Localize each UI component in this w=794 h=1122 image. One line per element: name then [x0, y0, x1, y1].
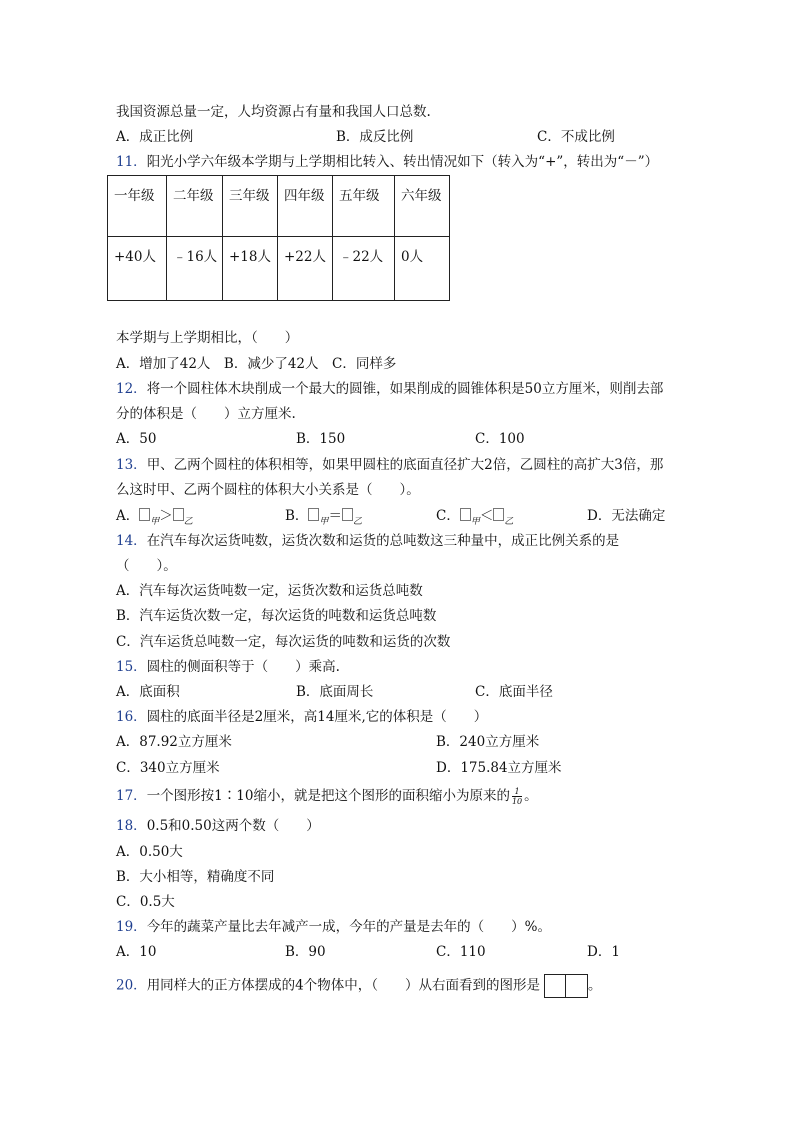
q18-option-a: A．0.50大: [116, 844, 183, 860]
q16-option-b: B．240立方厘米: [436, 734, 540, 750]
subscript: 甲: [319, 517, 329, 527]
volume-symbol: [493, 508, 504, 521]
q14-line2: （ ）。: [116, 558, 177, 574]
question-number: 18．: [116, 818, 147, 834]
q14-option-c: C．汽车运货总吨数一定，每次运货的吨数和运货的次数: [116, 634, 451, 650]
question-number: 16．: [116, 709, 147, 725]
q15-option-a: A．底面积: [116, 684, 180, 700]
q17-line: [116, 787, 538, 806]
fraction: [512, 787, 522, 806]
q15-stem: 圆柱的侧面积等于（ ）乘高.: [146, 659, 340, 675]
volume-symbol: [308, 508, 319, 521]
table-cell: +18人: [223, 237, 278, 301]
question-number: 12．: [116, 381, 147, 397]
relation-sign: ＝: [328, 508, 342, 524]
question-number: 13．: [116, 457, 147, 473]
q12-option-c: C．100: [475, 431, 525, 447]
q14-option-a: A．汽车每次运货吨数一定，运货次数和运货总吨数: [116, 583, 423, 599]
table-cell: 0人: [395, 237, 450, 301]
volume-symbol: [460, 508, 471, 521]
q20-stem: 用同样大的正方体摆成的4个物体中，（ ）从右面看到的图形是: [146, 977, 541, 994]
q13-line1: [116, 456, 663, 474]
question-number: 19．: [116, 919, 147, 935]
fraction-numerator: 1: [512, 787, 522, 797]
subscript: 乙: [504, 517, 514, 527]
q16-line: [116, 708, 487, 726]
table-header-cell: 四年级: [278, 176, 333, 237]
option-label: B．: [285, 508, 309, 524]
question-number: 11．: [116, 154, 147, 170]
q13-option-b: [285, 507, 362, 527]
q10-option-b: B．成反比例: [336, 129, 414, 145]
subscript: 甲: [470, 517, 480, 527]
q18-option-b: B．大小相等，精确度不同: [116, 869, 275, 885]
sentence-end: 。: [524, 788, 538, 804]
q11-question: 本学期与上学期相比，（ ）: [116, 330, 299, 346]
q13-option-a: [116, 507, 193, 527]
q10-option-c: C．不成比例: [537, 129, 615, 145]
q12-line1: [116, 380, 663, 398]
subscript: 乙: [352, 517, 362, 527]
q19-option-c: C．110: [436, 944, 486, 960]
table-header-cell: 一年级: [108, 176, 167, 237]
relation-sign: ＞: [159, 508, 173, 524]
q20-line: [116, 974, 602, 998]
relation-sign: ＜: [479, 508, 494, 524]
table-cell: ﹣22人: [333, 237, 395, 301]
q13-option-c: [436, 507, 513, 527]
volume-symbol: [342, 508, 353, 521]
q18-option-c: C．0.5大: [116, 894, 175, 910]
table-header-cell: 三年级: [223, 176, 278, 237]
q10-stem: 我国资源总量一定，人均资源占有量和我国人口总数.: [116, 104, 431, 120]
q19-option-b: B．90: [285, 944, 326, 960]
q14-line1: [116, 532, 619, 550]
q12-option-b: B．150: [296, 431, 346, 447]
q11-line: [116, 153, 658, 171]
subscript: 乙: [183, 517, 193, 527]
transfer-table: [107, 175, 450, 301]
q10-option-a: A．成正比例: [116, 129, 194, 145]
two-squares-figure: [544, 974, 588, 998]
table-cell: ﹣16人: [167, 237, 223, 301]
q19-stem: 今年的蔬菜产量比去年减产一成，今年的产量是去年的（ ）%。: [146, 919, 552, 935]
volume-symbol: [173, 508, 184, 521]
q13-line2: 么这时甲、乙两个圆柱的体积大小关系是（ ）。: [116, 482, 420, 498]
q15-line: [116, 658, 340, 676]
q19-line: [116, 918, 551, 936]
q12-line2: 分的体积是（ ）立方厘米.: [116, 406, 296, 422]
q16-option-c: C．340立方厘米: [116, 760, 220, 776]
option-label: C．: [436, 508, 460, 524]
q13-option-d: D．无法确定: [587, 508, 666, 524]
table-cell: +40人: [108, 237, 167, 301]
question-number: 15．: [116, 659, 147, 675]
table-header-row: [108, 176, 450, 237]
q17-stem: 一个图形按1∶10缩小，就是把这个图形的面积缩小为原来的: [146, 788, 510, 804]
question-number: 17．: [116, 788, 147, 804]
q11-options: A．增加了42人 B．减少了42人 C．同样多: [116, 356, 397, 372]
question-number: 20．: [116, 977, 147, 994]
q12-option-a: A．50: [116, 431, 157, 447]
option-label: A．: [116, 508, 140, 524]
q14-option-b: B．汽车运货次数一定，每次运货的吨数和运货总吨数: [116, 608, 437, 624]
q18-line: [116, 817, 320, 835]
table-row: [108, 237, 450, 301]
sentence-end: 。: [588, 977, 602, 994]
q12-stem: 将一个圆柱体木块削成一个最大的圆锥，如果削成的圆锥体积是50立方厘米，则削去部: [146, 381, 664, 397]
fraction-denominator: 10: [511, 797, 523, 806]
q18-stem: 0.5和0.50这两个数（ ）: [146, 818, 320, 834]
q16-option-d: D．175.84立方厘米: [436, 760, 562, 776]
table-header-cell: 五年级: [333, 176, 395, 237]
q14-stem: 在汽车每次运货吨数，运货次数和运货的总吨数这三种量中，成正比例关系的是: [146, 533, 620, 549]
table-header-cell: 六年级: [395, 176, 450, 237]
q19-option-d: D．1: [587, 944, 620, 960]
q13-stem: 甲、乙两个圆柱的体积相等，如果甲圆柱的底面直径扩大2倍，乙圆柱的高扩大3倍，那: [146, 457, 664, 473]
q15-option-b: B．底面周长: [296, 684, 374, 700]
q19-option-a: A．10: [116, 944, 157, 960]
table-header-cell: 二年级: [167, 176, 223, 237]
q16-option-a: A．87.92立方厘米: [116, 734, 232, 750]
q15-option-c: C．底面半径: [475, 684, 553, 700]
question-number: 14．: [116, 533, 147, 549]
q11-stem: 阳光小学六年级本学期与上学期相比转入、转出情况如下（转入为“+”，转出为“－”）: [146, 154, 659, 170]
table-cell: +22人: [278, 237, 333, 301]
q16-stem: 圆柱的底面半径是2厘米，高14厘米,它的体积是（ ）: [146, 709, 488, 725]
volume-symbol: [139, 508, 150, 521]
subscript: 甲: [150, 517, 160, 527]
